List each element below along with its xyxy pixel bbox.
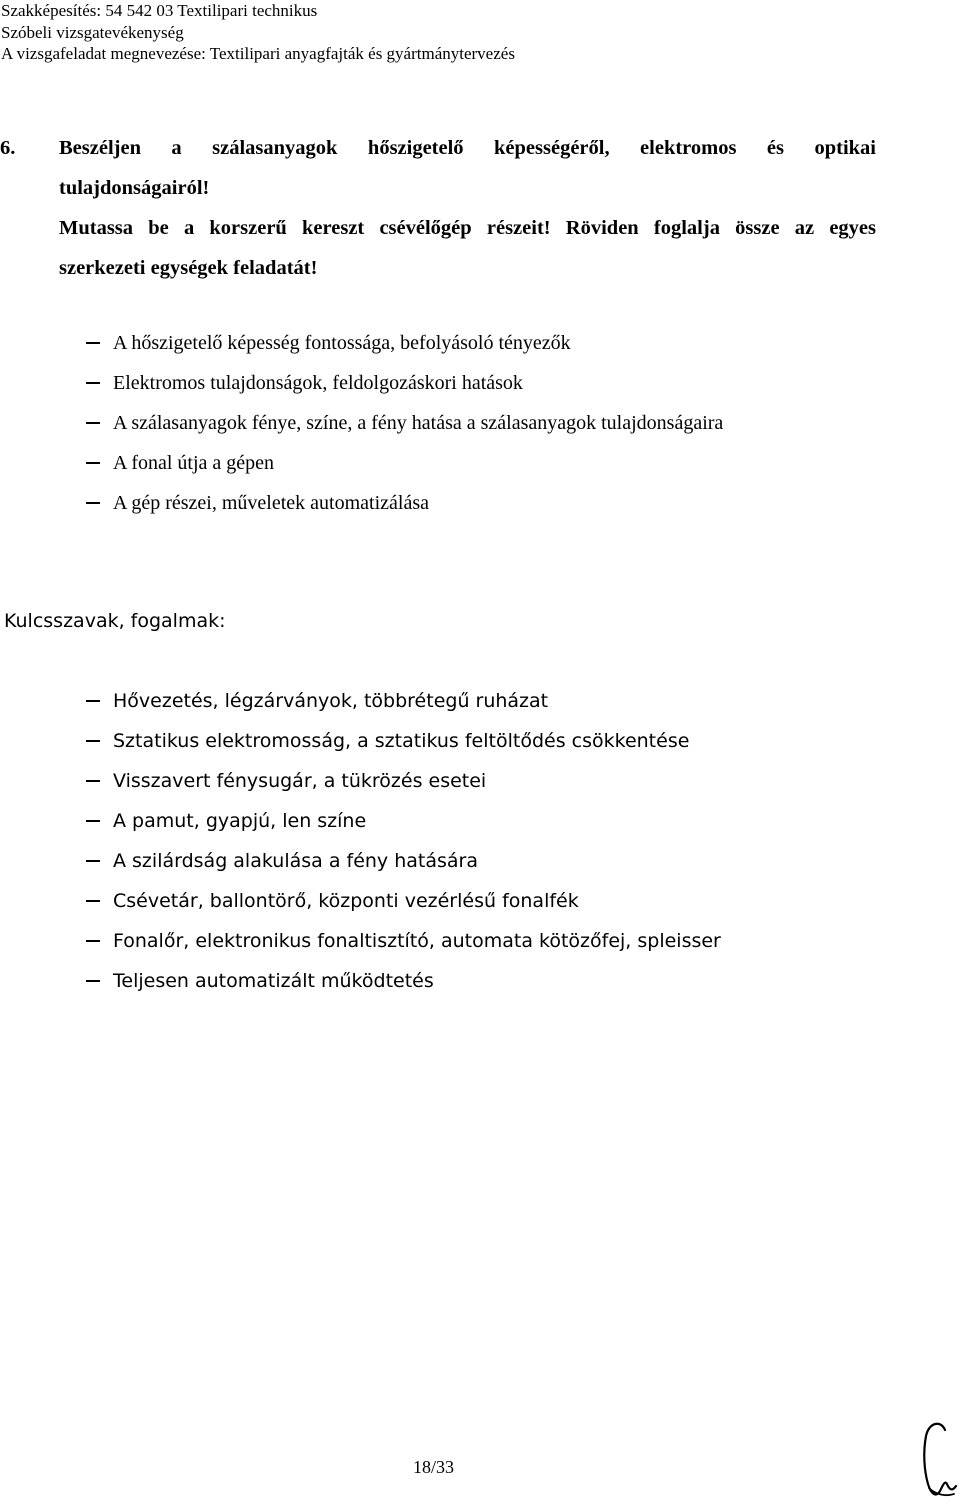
topic-text: A fonal útja a gépen — [113, 452, 275, 474]
dash-bullet-icon — [86, 422, 100, 424]
keyword-item — [86, 681, 721, 721]
dash-bullet-icon — [86, 860, 100, 862]
topic-item — [86, 483, 723, 523]
keyword-item — [86, 721, 721, 761]
question-line: szerkezeti egységek feladatát! — [59, 257, 318, 279]
keyword-item — [86, 881, 721, 921]
dash-bullet-icon — [86, 342, 100, 344]
topic-item — [86, 403, 723, 443]
keywords-heading: Kulcsszavak, fogalmak: — [4, 610, 226, 632]
topic-item — [86, 443, 723, 483]
topic-text: Elektromos tulajdonságok, feldolgozáskori hatások — [113, 372, 523, 394]
question-text — [59, 128, 876, 288]
dash-bullet-icon — [86, 940, 100, 942]
keyword-text: Csévetár, ballontörő, központi vezérlésű fonalfék — [113, 890, 579, 912]
keyword-item — [86, 841, 721, 881]
keyword-text: A pamut, gyapjú, len színe — [113, 810, 367, 832]
dash-bullet-icon — [86, 900, 100, 902]
keyword-text: Visszavert fénysugár, a tükrözés esetei — [113, 770, 487, 792]
dash-bullet-icon — [86, 462, 100, 464]
topic-text: A hőszigetelő képesség fontossága, befolyásoló tényezők — [113, 332, 571, 354]
keyword-item — [86, 961, 721, 1001]
question-line: Beszéljen a szálasanyagok hőszigetelő képességéről, elektromos és optikai — [59, 137, 876, 159]
keyword-text: Hővezetés, légzárványok, többrétegű ruházat — [113, 690, 549, 712]
keyword-text: Teljesen automatizált működtetés — [113, 970, 434, 992]
dash-bullet-icon — [86, 780, 100, 782]
header-task-name: A vizsgafeladat megnevezése: Textilipari anyagfajták és gyártmánytervezés — [1, 44, 515, 63]
keyword-item — [86, 761, 721, 801]
keyword-item — [86, 921, 721, 961]
dash-bullet-icon — [86, 502, 100, 504]
question-block — [0, 128, 876, 288]
topic-item — [86, 323, 723, 363]
header-exam-activity: Szóbeli vizsgatevékenység — [1, 22, 184, 42]
dash-bullet-icon — [86, 700, 100, 702]
topic-text: A szálasanyagok fénye, színe, a fény hatása a szálasanyagok tulajdonságaira — [113, 412, 724, 434]
document-header — [1, 0, 515, 65]
page-number: 18/33 — [413, 1457, 455, 1477]
header-qualification: Szakképesítés: 54 542 03 Textilipari technikus — [1, 1, 318, 20]
dash-bullet-icon — [86, 980, 100, 982]
dash-bullet-icon — [86, 820, 100, 822]
question-line: Mutassa be a korszerű kereszt csévélőgép részeit! Röviden foglalja össze az egyes — [59, 217, 876, 239]
keyword-list — [86, 681, 721, 1001]
dash-bullet-icon — [86, 382, 100, 384]
keyword-text: A szilárdság alakulása a fény hatására — [113, 850, 478, 872]
topic-item — [86, 363, 723, 403]
question-number: 6. — [0, 137, 16, 159]
topic-text: A gép részei, műveletek automatizálása — [113, 492, 429, 514]
keyword-text: Fonalőr, elektronikus fonaltisztító, automata kötözőfej, spleisser — [113, 930, 721, 952]
dash-bullet-icon — [86, 740, 100, 742]
signature-icon — [915, 1418, 960, 1500]
topic-list — [86, 323, 723, 523]
keyword-text: Sztatikus elektromosság, a sztatikus feltöltődés csökkentése — [113, 730, 690, 752]
keyword-item — [86, 801, 721, 841]
question-line: tulajdonságairól! — [59, 177, 210, 199]
